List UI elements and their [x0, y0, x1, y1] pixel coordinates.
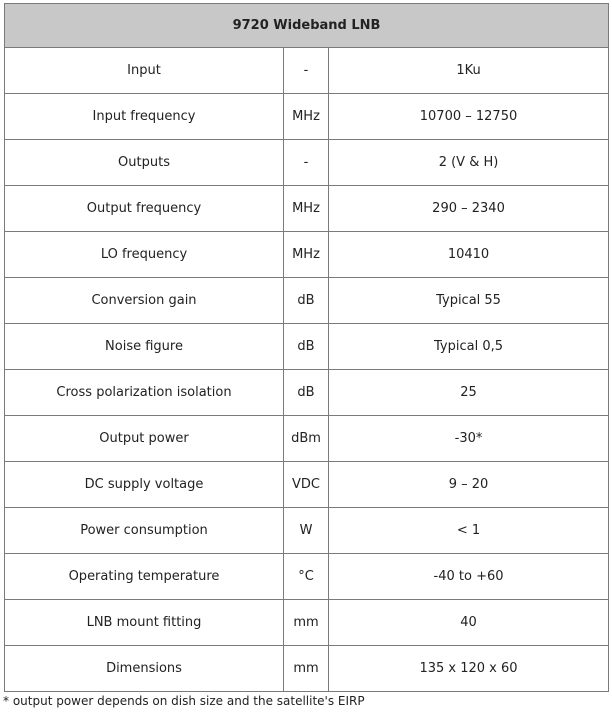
- table-row: [5, 278, 609, 324]
- unit-cell: MHz: [284, 186, 329, 232]
- parameter-cell: Conversion gain: [5, 278, 284, 324]
- value-cell: 10410: [329, 232, 609, 278]
- value-cell: 10700 – 12750: [329, 94, 609, 140]
- unit-cell: VDC: [284, 462, 329, 508]
- table-row: [5, 48, 609, 94]
- parameter-cell: Output frequency: [5, 186, 284, 232]
- table-title: 9720 Wideband LNB: [5, 4, 609, 48]
- table-row: [5, 508, 609, 554]
- unit-cell: dB: [284, 370, 329, 416]
- unit-cell: MHz: [284, 94, 329, 140]
- parameter-cell: Cross polarization isolation: [5, 370, 284, 416]
- parameter-cell: Power consumption: [5, 508, 284, 554]
- table-row: [5, 324, 609, 370]
- unit-cell: °C: [284, 554, 329, 600]
- table-row: [5, 94, 609, 140]
- unit-cell: dBm: [284, 416, 329, 462]
- value-cell: 2 (V & H): [329, 140, 609, 186]
- table-row: [5, 646, 609, 692]
- value-cell: < 1: [329, 508, 609, 554]
- unit-cell: dB: [284, 324, 329, 370]
- table-row: [5, 554, 609, 600]
- parameter-cell: LNB mount fitting: [5, 600, 284, 646]
- value-cell: -40 to +60: [329, 554, 609, 600]
- footnote: * output power depends on dish size and the satellite's EIRP: [3, 694, 365, 708]
- table-body: [5, 48, 609, 692]
- unit-cell: -: [284, 48, 329, 94]
- parameter-cell: Input frequency: [5, 94, 284, 140]
- table-row: [5, 232, 609, 278]
- value-cell: 25: [329, 370, 609, 416]
- unit-cell: -: [284, 140, 329, 186]
- table-row: [5, 186, 609, 232]
- parameter-cell: Operating temperature: [5, 554, 284, 600]
- parameter-cell: LO frequency: [5, 232, 284, 278]
- unit-cell: mm: [284, 600, 329, 646]
- parameter-cell: Outputs: [5, 140, 284, 186]
- value-cell: 40: [329, 600, 609, 646]
- table-header-row: [5, 4, 609, 48]
- spec-table: [4, 3, 609, 692]
- value-cell: 135 x 120 x 60: [329, 646, 609, 692]
- parameter-cell: Input: [5, 48, 284, 94]
- table-row: [5, 370, 609, 416]
- unit-cell: MHz: [284, 232, 329, 278]
- value-cell: Typical 0,5: [329, 324, 609, 370]
- table-row: [5, 600, 609, 646]
- value-cell: 9 – 20: [329, 462, 609, 508]
- value-cell: 290 – 2340: [329, 186, 609, 232]
- value-cell: 1Ku: [329, 48, 609, 94]
- table-row: [5, 416, 609, 462]
- value-cell: -30*: [329, 416, 609, 462]
- parameter-cell: Noise figure: [5, 324, 284, 370]
- unit-cell: mm: [284, 646, 329, 692]
- value-cell: Typical 55: [329, 278, 609, 324]
- unit-cell: W: [284, 508, 329, 554]
- parameter-cell: Output power: [5, 416, 284, 462]
- parameter-cell: DC supply voltage: [5, 462, 284, 508]
- table-row: [5, 462, 609, 508]
- parameter-cell: Dimensions: [5, 646, 284, 692]
- unit-cell: dB: [284, 278, 329, 324]
- table-row: [5, 140, 609, 186]
